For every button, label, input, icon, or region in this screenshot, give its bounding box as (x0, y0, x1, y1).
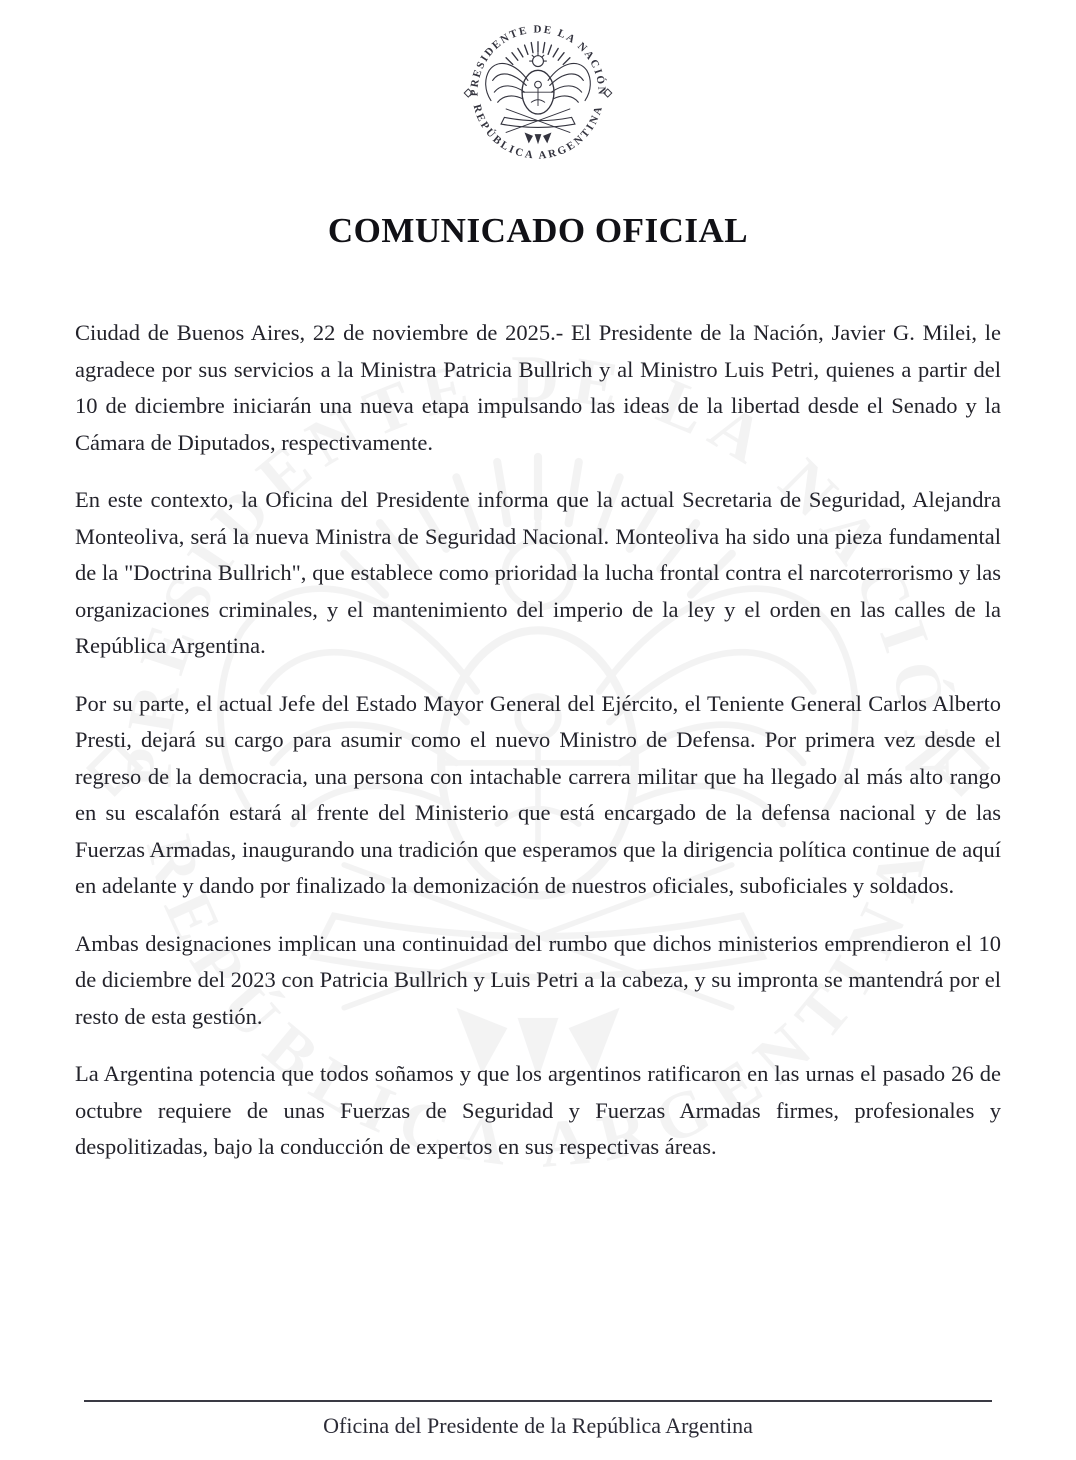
footer-divider (84, 1400, 992, 1402)
paragraph-dateline: Ciudad de Buenos Aires, 22 de noviembre de 2025.- El Presidente de la Nación, Javier G. Milei, le agradece por sus servicios a la Ministra Patricia Bullrich y al Ministro Luis Petri, quienes a partir del 10 de diciembre iniciarán una nueva etapa impulsando las ideas de la libertad desde el Senado y la Cámara de Diputados, respectivamente. (75, 320, 1001, 455)
paragraph-continuity: Ambas designaciones implican una continuidad del rumbo que dichos ministerios emprendieron el 10 de diciembre del 2023 con Patricia Bullrich y Luis Petri a la cabeza, y su impronta se mantendrá por el resto de esta gestión. (75, 930, 1001, 1029)
paragraph-defense-minister: Por su parte, el actual Jefe del Estado Mayor General del Ejército, el Teniente General Carlos Alberto Presti, dejará su cargo para asumir como el nuevo Ministro de Defensa. Por primera vez desde el regreso de la democracia, una persona con intachable carrera militar que ha llegado al más alto rango en su escalafón estará al frente del Ministerio que está encargado de la defensa nacional y de las Fuerzas Armadas, inaugurando una tradición que esperamos que la dirigencia política continue de aquí en adelante y dando por finalizado la demonización de nuestros oficiales, suboficiales y soldados. (75, 690, 1001, 899)
document-footer (0, 1400, 1076, 1439)
document-body (75, 315, 1001, 1166)
presidential-seal-icon (454, 9, 622, 177)
paragraph-security-minister: En este contexto, la Oficina del Presidente informa que la actual Secretaria de Seguridad, Alejandra Monteoliva, será la nueva Ministra de Seguridad Nacional. Monteoliva ha sido una pieza fundamental de la "Doctrina Bullrich", que establece como prioridad la lucha frontal contra el narcoterrorismo y las organizaciones criminales, y el mantenimiento del imperio de la ley y el orden en las calles de la República Argentina. (75, 487, 1001, 659)
paragraph-closing: La Argentina potencia que todos soñamos y que los argentinos ratificaron en las urnas el pasado 26 de octubre requiere de unas Fuerzas de Seguridad y Fuerzas Armadas firmes, profesionales y despolitizadas, bajo la conducción de expertos en sus respectivas áreas. (75, 1061, 1001, 1160)
footer-office-label: Oficina del Presidente de la República Argentina (323, 1413, 753, 1438)
page-title: COMUNICADO OFICIAL (327, 211, 749, 250)
